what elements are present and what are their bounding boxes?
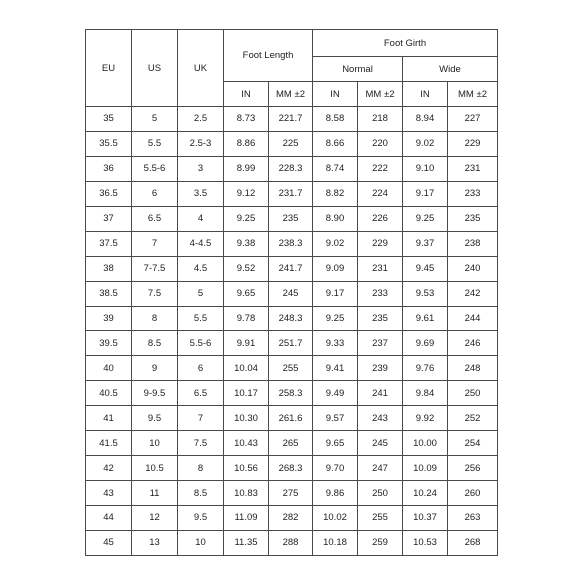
wide-in-cell: 9.25 [403, 206, 448, 231]
us-cell: 7 [132, 231, 178, 256]
eu-cell: 35 [86, 107, 132, 132]
us-cell: 5 [132, 107, 178, 132]
us-cell: 9-9.5 [132, 381, 178, 406]
wide-in-cell: 10.53 [403, 530, 448, 555]
us-cell: 6 [132, 181, 178, 206]
length-in-cell: 9.91 [224, 331, 269, 356]
wide-in-cell: 9.10 [403, 156, 448, 181]
length-in-cell: 10.04 [224, 356, 269, 381]
eu-cell: 41.5 [86, 431, 132, 456]
us-cell: 7.5 [132, 281, 178, 306]
length-mm-cell: 255 [269, 356, 313, 381]
wide-in-cell: 9.61 [403, 306, 448, 331]
normal-mm-cell: 243 [358, 406, 403, 431]
wide-in-cell: 9.92 [403, 406, 448, 431]
length-in-cell: 9.25 [224, 206, 269, 231]
wide-mm-header: MM ±2 [448, 82, 498, 107]
table-row [86, 281, 498, 306]
eu-cell: 36 [86, 156, 132, 181]
length-mm-cell: 221.7 [269, 107, 313, 132]
us-cell: 12 [132, 506, 178, 531]
length-in-cell: 9.65 [224, 281, 269, 306]
us-cell: 9.5 [132, 406, 178, 431]
normal-mm-cell: 255 [358, 506, 403, 531]
normal-mm-cell: 231 [358, 256, 403, 281]
us-cell: 13 [132, 530, 178, 555]
us-cell: 9 [132, 356, 178, 381]
table-row [86, 206, 498, 231]
wide-mm-cell: 263 [448, 506, 498, 531]
normal-in-cell: 9.25 [313, 306, 358, 331]
wide-mm-cell: 268 [448, 530, 498, 555]
wide-mm-cell: 238 [448, 231, 498, 256]
uk-cell: 7 [178, 406, 224, 431]
wide-in-cell: 9.84 [403, 381, 448, 406]
eu-cell: 44 [86, 506, 132, 531]
normal-mm-cell: 222 [358, 156, 403, 181]
wide-header: Wide [403, 57, 498, 82]
normal-in-cell: 9.86 [313, 481, 358, 506]
wide-mm-cell: 240 [448, 256, 498, 281]
eu-cell: 38 [86, 256, 132, 281]
eu-cell: 41 [86, 406, 132, 431]
wide-in-cell: 9.76 [403, 356, 448, 381]
normal-mm-cell: 239 [358, 356, 403, 381]
uk-header: UK [178, 30, 224, 107]
length-in-cell: 8.99 [224, 156, 269, 181]
length-in-cell: 9.38 [224, 231, 269, 256]
normal-mm-cell: 226 [358, 206, 403, 231]
wide-mm-cell: 246 [448, 331, 498, 356]
wide-mm-cell: 229 [448, 131, 498, 156]
table-row [86, 181, 498, 206]
normal-in-cell: 9.09 [313, 256, 358, 281]
length-mm-cell: 248.3 [269, 306, 313, 331]
normal-in-cell: 8.58 [313, 107, 358, 132]
uk-cell: 3.5 [178, 181, 224, 206]
us-cell: 8 [132, 306, 178, 331]
table-body [86, 107, 498, 556]
table-row [86, 331, 498, 356]
wide-mm-cell: 248 [448, 356, 498, 381]
normal-in-cell: 8.66 [313, 131, 358, 156]
normal-in-cell: 10.02 [313, 506, 358, 531]
eu-cell: 40 [86, 356, 132, 381]
eu-header: EU [86, 30, 132, 107]
uk-cell: 3 [178, 156, 224, 181]
length-mm-cell: 251.7 [269, 331, 313, 356]
wide-in-cell: 9.53 [403, 281, 448, 306]
wide-in-cell: 8.94 [403, 107, 448, 132]
length-in-cell: 11.09 [224, 506, 269, 531]
uk-cell: 10 [178, 530, 224, 555]
wide-in-cell: 9.17 [403, 181, 448, 206]
wide-in-cell: 9.69 [403, 331, 448, 356]
normal-in-cell: 9.41 [313, 356, 358, 381]
eu-cell: 36.5 [86, 181, 132, 206]
table-row [86, 107, 498, 132]
wide-mm-cell: 256 [448, 456, 498, 481]
table-row [86, 456, 498, 481]
normal-in-cell: 9.17 [313, 281, 358, 306]
eu-cell: 43 [86, 481, 132, 506]
length-in-cell: 9.12 [224, 181, 269, 206]
table-row [86, 156, 498, 181]
length-in-cell: 11.35 [224, 530, 269, 555]
length-mm-cell: 265 [269, 431, 313, 456]
normal-in-cell: 8.74 [313, 156, 358, 181]
uk-cell: 7.5 [178, 431, 224, 456]
eu-cell: 40.5 [86, 381, 132, 406]
length-mm-cell: 288 [269, 530, 313, 555]
table-row [86, 530, 498, 555]
table-header [86, 30, 498, 107]
uk-cell: 8.5 [178, 481, 224, 506]
uk-cell: 6 [178, 356, 224, 381]
wide-mm-cell: 231 [448, 156, 498, 181]
eu-cell: 35.5 [86, 131, 132, 156]
normal-in-cell: 9.57 [313, 406, 358, 431]
uk-cell: 5.5-6 [178, 331, 224, 356]
length-mm-cell: 231.7 [269, 181, 313, 206]
normal-in-cell: 9.70 [313, 456, 358, 481]
wide-in-cell: 9.02 [403, 131, 448, 156]
wide-in-cell: 10.00 [403, 431, 448, 456]
wide-mm-cell: 260 [448, 481, 498, 506]
normal-in-cell: 9.65 [313, 431, 358, 456]
uk-cell: 2.5 [178, 107, 224, 132]
normal-mm-cell: 220 [358, 131, 403, 156]
normal-in-cell: 9.33 [313, 331, 358, 356]
table-row [86, 256, 498, 281]
normal-mm-cell: 247 [358, 456, 403, 481]
normal-mm-cell: 235 [358, 306, 403, 331]
table-row [86, 231, 498, 256]
length-in-cell: 10.83 [224, 481, 269, 506]
uk-cell: 8 [178, 456, 224, 481]
wide-mm-cell: 235 [448, 206, 498, 231]
normal-mm-cell: 218 [358, 107, 403, 132]
normal-in-cell: 9.02 [313, 231, 358, 256]
table-row [86, 406, 498, 431]
normal-mm-cell: 241 [358, 381, 403, 406]
eu-cell: 42 [86, 456, 132, 481]
length-in-cell: 10.56 [224, 456, 269, 481]
wide-mm-cell: 242 [448, 281, 498, 306]
normal-mm-cell: 250 [358, 481, 403, 506]
length-mm-cell: 282 [269, 506, 313, 531]
wide-mm-cell: 227 [448, 107, 498, 132]
wide-mm-cell: 252 [448, 406, 498, 431]
length-mm-cell: 228.3 [269, 156, 313, 181]
us-cell: 7-7.5 [132, 256, 178, 281]
uk-cell: 2.5-3 [178, 131, 224, 156]
us-header: US [132, 30, 178, 107]
normal-in-cell: 8.90 [313, 206, 358, 231]
normal-mm-cell: 237 [358, 331, 403, 356]
foot-length-header: Foot Length [224, 30, 313, 82]
length-mm-cell: 238.3 [269, 231, 313, 256]
normal-header: Normal [313, 57, 403, 82]
table-row [86, 481, 498, 506]
length-mm-cell: 275 [269, 481, 313, 506]
length-mm-header: MM ±2 [269, 82, 313, 107]
table-row [86, 131, 498, 156]
uk-cell: 9.5 [178, 506, 224, 531]
wide-mm-cell: 233 [448, 181, 498, 206]
length-in-cell: 8.73 [224, 107, 269, 132]
length-in-cell: 9.52 [224, 256, 269, 281]
us-cell: 10 [132, 431, 178, 456]
length-in-cell: 10.43 [224, 431, 269, 456]
wide-in-cell: 9.37 [403, 231, 448, 256]
normal-mm-cell: 233 [358, 281, 403, 306]
us-cell: 6.5 [132, 206, 178, 231]
size-chart-table [85, 29, 498, 556]
eu-cell: 37.5 [86, 231, 132, 256]
wide-in-header: IN [403, 82, 448, 107]
wide-in-cell: 10.24 [403, 481, 448, 506]
uk-cell: 6.5 [178, 381, 224, 406]
wide-mm-cell: 250 [448, 381, 498, 406]
eu-cell: 39.5 [86, 331, 132, 356]
normal-mm-cell: 229 [358, 231, 403, 256]
length-mm-cell: 225 [269, 131, 313, 156]
uk-cell: 4 [178, 206, 224, 231]
eu-cell: 39 [86, 306, 132, 331]
wide-in-cell: 10.09 [403, 456, 448, 481]
wide-mm-cell: 244 [448, 306, 498, 331]
length-mm-cell: 268.3 [269, 456, 313, 481]
length-mm-cell: 261.6 [269, 406, 313, 431]
uk-cell: 4-4.5 [178, 231, 224, 256]
normal-in-cell: 10.18 [313, 530, 358, 555]
length-in-cell: 8.86 [224, 131, 269, 156]
uk-cell: 4.5 [178, 256, 224, 281]
normal-in-header: IN [313, 82, 358, 107]
us-cell: 10.5 [132, 456, 178, 481]
table-row [86, 306, 498, 331]
wide-in-cell: 9.45 [403, 256, 448, 281]
table-row [86, 431, 498, 456]
table-row [86, 506, 498, 531]
normal-mm-header: MM ±2 [358, 82, 403, 107]
eu-cell: 37 [86, 206, 132, 231]
wide-in-cell: 10.37 [403, 506, 448, 531]
length-mm-cell: 235 [269, 206, 313, 231]
normal-in-cell: 9.49 [313, 381, 358, 406]
table-row [86, 356, 498, 381]
length-in-cell: 10.30 [224, 406, 269, 431]
normal-in-cell: 8.82 [313, 181, 358, 206]
uk-cell: 5.5 [178, 306, 224, 331]
eu-cell: 38.5 [86, 281, 132, 306]
uk-cell: 5 [178, 281, 224, 306]
length-in-cell: 10.17 [224, 381, 269, 406]
length-mm-cell: 258.3 [269, 381, 313, 406]
us-cell: 5.5 [132, 131, 178, 156]
table-row [86, 381, 498, 406]
us-cell: 11 [132, 481, 178, 506]
us-cell: 8.5 [132, 331, 178, 356]
length-mm-cell: 241.7 [269, 256, 313, 281]
wide-mm-cell: 254 [448, 431, 498, 456]
us-cell: 5.5-6 [132, 156, 178, 181]
length-in-cell: 9.78 [224, 306, 269, 331]
length-in-header: IN [224, 82, 269, 107]
normal-mm-cell: 259 [358, 530, 403, 555]
length-mm-cell: 245 [269, 281, 313, 306]
foot-girth-header: Foot Girth [313, 30, 498, 57]
eu-cell: 45 [86, 530, 132, 555]
normal-mm-cell: 224 [358, 181, 403, 206]
normal-mm-cell: 245 [358, 431, 403, 456]
